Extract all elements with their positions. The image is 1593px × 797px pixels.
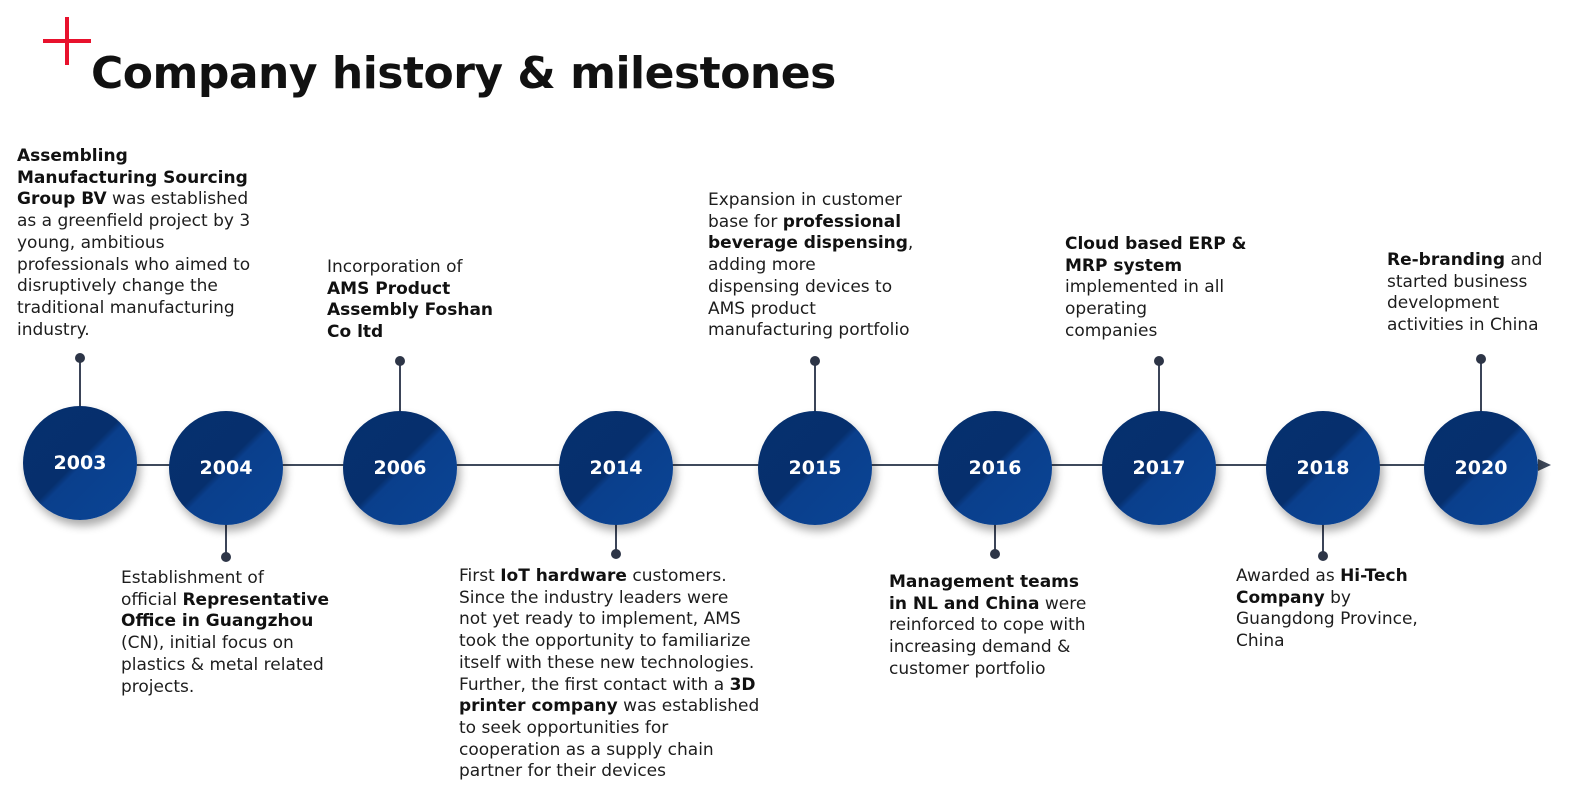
year-label: 2015: [788, 457, 842, 479]
description-text: operating: [1065, 299, 1148, 320]
description-text: young, ambitious: [17, 232, 165, 253]
description-text: Since the industry leaders were: [459, 587, 729, 608]
description-bold-text: Assembly Foshan: [327, 300, 494, 321]
description-text: ,: [907, 233, 914, 254]
milestone-dot: [221, 552, 231, 562]
description-bold-text: Manufacturing Sourcing: [17, 167, 248, 188]
description-text: to seek opportunities for: [459, 717, 669, 738]
description-text: as a greenfield project by 3: [17, 211, 251, 232]
description-bold-text: Office in Guangzhou: [121, 611, 314, 632]
description-bold-text: Assembling: [17, 146, 128, 166]
description-text: dispensing devices to: [708, 276, 893, 297]
milestone-dot: [1318, 551, 1328, 561]
description-text: (CN), initial focus on: [121, 633, 294, 654]
year-circle-2016: [938, 411, 1052, 525]
description-text: took the opportunity to familiarize: [459, 631, 751, 652]
description-text: companies: [1065, 320, 1158, 341]
year-circle-2014: [559, 411, 673, 525]
description-text: was established: [106, 189, 249, 210]
description-bold-text: printer company: [459, 696, 618, 717]
year-label: 2020: [1454, 457, 1508, 479]
milestone-description-2016: [889, 572, 1119, 681]
description-text: disruptively change the: [17, 276, 218, 297]
description-bold-text: IoT hardware: [500, 566, 627, 586]
milestone-dot: [990, 549, 1000, 559]
year-label: 2006: [373, 457, 427, 479]
milestone-connector: [814, 361, 816, 415]
page-title: Company history & milestones: [91, 48, 836, 99]
description-bold-text: Company: [1236, 587, 1325, 608]
description-bold-text: MRP system: [1065, 255, 1183, 276]
description-bold-text: AMS Product: [327, 278, 451, 299]
description-text: First: [459, 566, 501, 586]
milestone-description-2020: [1387, 250, 1567, 337]
description-text: Awarded as: [1236, 566, 1341, 586]
milestone-description-2017: [1065, 234, 1265, 343]
description-text: reinforced to cope with: [889, 615, 1086, 636]
year-circle-2017: [1102, 411, 1216, 525]
year-label: 2016: [968, 457, 1022, 479]
milestone-description-2015: [708, 190, 948, 342]
description-text: base for: [708, 211, 783, 232]
milestone-connector: [79, 358, 81, 410]
milestone-description-2018: [1236, 566, 1456, 653]
description-text: plastics & metal related: [121, 654, 324, 675]
description-text: not yet ready to implement, AMS: [459, 609, 741, 630]
description-text: customers.: [626, 566, 727, 586]
year-label: 2003: [53, 452, 107, 474]
description-text: development: [1387, 293, 1500, 314]
description-text: projects.: [121, 676, 195, 697]
milestone-connector: [399, 361, 401, 415]
description-text: China: [1236, 631, 1285, 652]
plus-vertical-bar: [65, 17, 69, 65]
year-circle-2018: [1266, 411, 1380, 525]
year-circle-2006: [343, 411, 457, 525]
description-text: manufacturing portfolio: [708, 320, 910, 341]
timeline-arrow-head: [1538, 459, 1551, 471]
description-text: activities in China: [1387, 315, 1539, 336]
description-text: Further, the first contact with a: [459, 674, 730, 695]
milestone-description-2004: [121, 568, 351, 698]
description-text: AMS product: [708, 298, 816, 319]
description-text: started business: [1387, 271, 1528, 292]
description-text: implemented in all: [1065, 277, 1225, 298]
milestone-dot: [1154, 356, 1164, 366]
description-bold-text: 3D: [729, 674, 756, 695]
description-bold-text: Representative: [182, 589, 330, 610]
description-text: increasing demand &: [889, 637, 1071, 658]
year-label: 2004: [199, 457, 253, 479]
description-text: and: [1505, 250, 1543, 270]
description-text: was established: [617, 696, 760, 717]
description-text: partner for their devices: [459, 761, 666, 782]
description-text: Expansion in customer: [708, 190, 902, 210]
description-text: itself with these new technologies.: [459, 652, 755, 673]
description-text: official: [121, 589, 183, 610]
year-circle-2004: [169, 411, 283, 525]
description-text: Guangdong Province,: [1236, 609, 1418, 630]
milestone-description-2014: [459, 566, 789, 783]
description-bold-text: Co ltd: [327, 322, 384, 343]
year-label: 2014: [589, 457, 643, 479]
milestone-dot: [810, 356, 820, 366]
milestone-dot: [1476, 354, 1486, 364]
year-label: 2017: [1132, 457, 1186, 479]
milestone-dot: [75, 353, 85, 363]
description-text: professionals who aimed to: [17, 254, 251, 275]
description-bold-text: Group BV: [17, 189, 107, 210]
description-bold-text: Management teams: [889, 572, 1080, 592]
milestone-dot: [611, 549, 621, 559]
description-bold-text: in NL and China: [889, 593, 1040, 614]
milestone-description-2006: [327, 257, 527, 344]
description-text: customer portfolio: [889, 658, 1046, 679]
description-bold-text: Hi-Tech: [1340, 566, 1408, 586]
year-circle-2020: [1424, 411, 1538, 525]
milestone-description-2003: [17, 146, 279, 341]
year-circle-2003: [23, 406, 137, 520]
year-label: 2018: [1296, 457, 1350, 479]
description-text: industry.: [17, 319, 90, 340]
description-text: cooperation as a supply chain: [459, 739, 714, 760]
description-text: were: [1039, 593, 1087, 614]
year-circle-2015: [758, 411, 872, 525]
milestone-connector: [1158, 361, 1160, 415]
description-bold-text: beverage dispensing: [708, 233, 908, 254]
description-text: adding more: [708, 255, 816, 276]
description-bold-text: Re-branding: [1387, 250, 1506, 270]
description-text: traditional manufacturing: [17, 297, 235, 318]
milestone-connector: [1480, 359, 1482, 415]
description-text: by: [1324, 587, 1351, 608]
description-text: Incorporation of: [327, 257, 463, 277]
description-bold-text: Cloud based ERP &: [1065, 234, 1247, 254]
milestone-dot: [395, 356, 405, 366]
description-text: Establishment of: [121, 568, 264, 588]
description-bold-text: professional: [782, 211, 902, 232]
